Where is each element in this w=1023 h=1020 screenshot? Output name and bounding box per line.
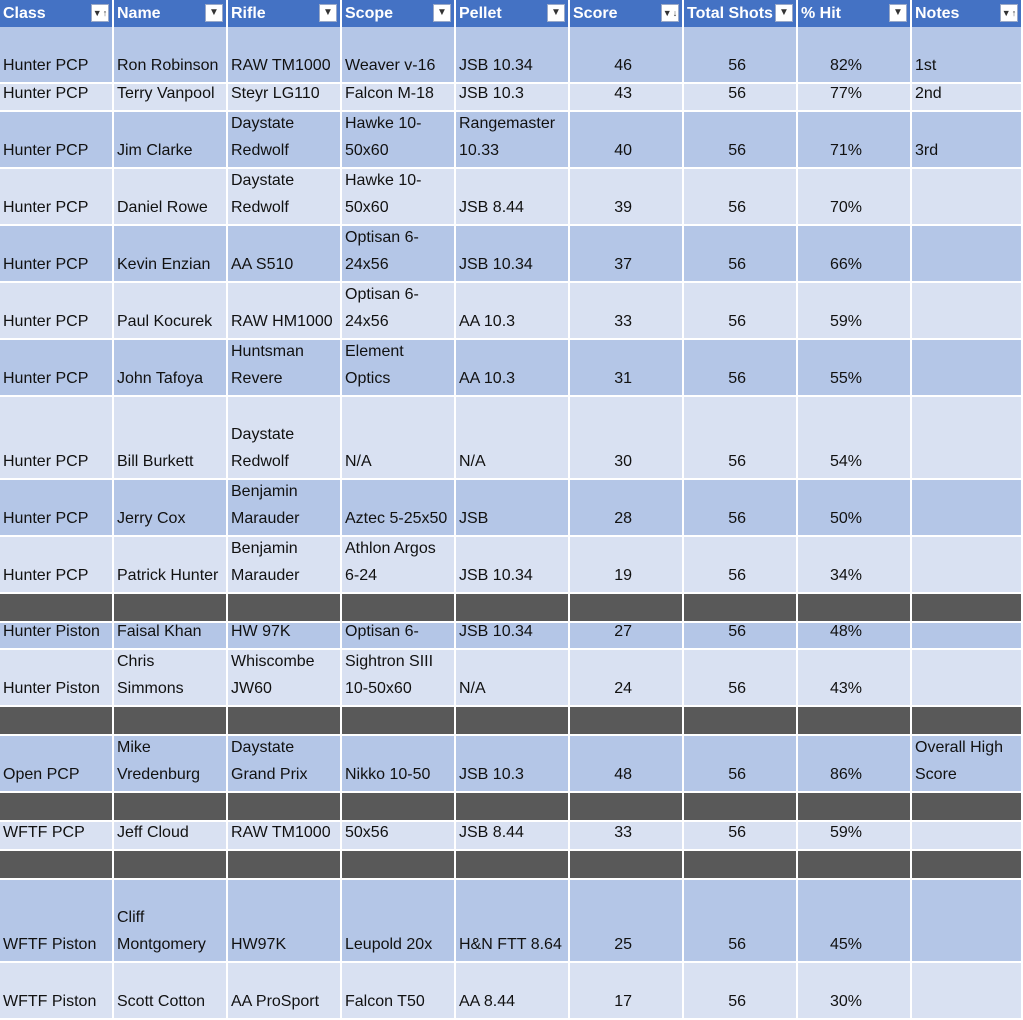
cell-score[interactable]: 17 [570, 963, 684, 1020]
cell-class[interactable]: Open PCP [0, 736, 114, 793]
cell-total-shots[interactable]: 56 [684, 822, 798, 851]
filter-sort-ascending-icon[interactable]: ▼ ↑ [1000, 4, 1018, 22]
cell-name[interactable]: Cliff Montgomery [114, 880, 228, 963]
separator-cell[interactable] [570, 707, 684, 736]
cell-pct-hit[interactable]: 82% [798, 27, 912, 84]
separator-cell[interactable] [456, 707, 570, 736]
cell-pct-hit[interactable]: 43% [798, 650, 912, 707]
cell-name[interactable]: Ron Robinson [114, 27, 228, 84]
cell-rifle[interactable]: Steyr LG110 [228, 84, 342, 112]
cell-score[interactable]: 37 [570, 226, 684, 283]
cell-notes[interactable] [912, 963, 1023, 1020]
cell-total-shots[interactable]: 56 [684, 169, 798, 226]
separator-cell[interactable] [798, 707, 912, 736]
separator-cell[interactable] [570, 851, 684, 880]
cell-pellet[interactable]: JSB 10.3 [456, 736, 570, 793]
cell-class[interactable]: Hunter PCP [0, 84, 114, 112]
cell-notes[interactable] [912, 283, 1023, 340]
header-scope[interactable] [342, 0, 456, 27]
cell-score[interactable]: 43 [570, 84, 684, 112]
separator-cell[interactable] [912, 793, 1023, 822]
cell-scope[interactable]: N/A [342, 397, 456, 480]
cell-scope[interactable]: Leupold 20x [342, 880, 456, 963]
separator-cell[interactable] [570, 793, 684, 822]
cell-class[interactable]: Hunter PCP [0, 27, 114, 84]
separator-cell[interactable] [456, 851, 570, 880]
cell-total-shots[interactable]: 56 [684, 226, 798, 283]
cell-pct-hit[interactable]: 50% [798, 480, 912, 537]
cell-score[interactable]: 33 [570, 822, 684, 851]
cell-notes[interactable] [912, 623, 1023, 650]
cell-pct-hit[interactable]: 77% [798, 84, 912, 112]
cell-pellet[interactable]: JSB [456, 480, 570, 537]
header-pct-hit[interactable] [798, 0, 912, 27]
cell-class[interactable]: WFTF Piston [0, 880, 114, 963]
cell-rifle[interactable]: AA ProSport [228, 963, 342, 1020]
cell-pellet[interactable]: AA 10.3 [456, 340, 570, 397]
cell-total-shots[interactable]: 56 [684, 736, 798, 793]
cell-pellet[interactable]: H&N FTT 8.64 [456, 880, 570, 963]
cell-notes[interactable] [912, 480, 1023, 537]
cell-name[interactable]: Daniel Rowe [114, 169, 228, 226]
cell-scope[interactable]: Athlon Argos 6-24 [342, 537, 456, 594]
header-total-shots[interactable] [684, 0, 798, 27]
cell-score[interactable]: 48 [570, 736, 684, 793]
cell-rifle[interactable]: Daystate Grand Prix [228, 736, 342, 793]
cell-rifle[interactable]: RAW HM1000 [228, 283, 342, 340]
cell-notes[interactable] [912, 397, 1023, 480]
cell-notes[interactable]: 1st [912, 27, 1023, 84]
cell-notes[interactable] [912, 880, 1023, 963]
separator-cell[interactable] [342, 594, 456, 623]
cell-class[interactable]: Hunter PCP [0, 169, 114, 226]
cell-scope[interactable]: Falcon T50 [342, 963, 456, 1020]
cell-name[interactable]: Faisal Khan [114, 623, 228, 650]
cell-name[interactable]: Scott Cotton [114, 963, 228, 1020]
separator-cell[interactable] [0, 851, 114, 880]
filter-dropdown-icon[interactable]: ▼ [547, 4, 565, 22]
cell-class[interactable]: Hunter PCP [0, 112, 114, 169]
cell-notes[interactable] [912, 537, 1023, 594]
cell-notes[interactable] [912, 226, 1023, 283]
cell-total-shots[interactable]: 56 [684, 112, 798, 169]
separator-cell[interactable] [0, 707, 114, 736]
cell-class[interactable]: WFTF Piston [0, 963, 114, 1020]
cell-pct-hit[interactable]: 45% [798, 880, 912, 963]
separator-cell[interactable] [798, 594, 912, 623]
cell-pellet[interactable]: JSB 10.34 [456, 27, 570, 84]
cell-total-shots[interactable]: 56 [684, 537, 798, 594]
cell-class[interactable]: Hunter PCP [0, 283, 114, 340]
cell-rifle[interactable]: Whiscombe JW60 [228, 650, 342, 707]
separator-cell[interactable] [684, 851, 798, 880]
cell-notes[interactable]: 2nd [912, 84, 1023, 112]
cell-rifle[interactable]: Daystate Redwolf [228, 112, 342, 169]
separator-cell[interactable] [912, 594, 1023, 623]
header-label: Name [117, 4, 161, 22]
cell-scope[interactable]: Aztec 5-25x50 [342, 480, 456, 537]
separator-cell[interactable] [798, 851, 912, 880]
cell-total-shots[interactable]: 56 [684, 397, 798, 480]
separator-cell[interactable] [342, 707, 456, 736]
cell-notes[interactable] [912, 169, 1023, 226]
cell-pct-hit[interactable]: 86% [798, 736, 912, 793]
filter-dropdown-icon[interactable]: ▼ [775, 4, 793, 22]
cell-score[interactable]: 19 [570, 537, 684, 594]
header-score[interactable] [570, 0, 684, 27]
header-label: Score [573, 4, 618, 22]
cell-rifle[interactable]: RAW TM1000 [228, 27, 342, 84]
cell-score[interactable]: 28 [570, 480, 684, 537]
cell-class[interactable]: Hunter PCP [0, 340, 114, 397]
cell-name[interactable]: Jim Clarke [114, 112, 228, 169]
cell-total-shots[interactable]: 56 [684, 963, 798, 1020]
filter-dropdown-icon[interactable]: ▼ [433, 4, 451, 22]
cell-class[interactable]: Hunter PCP [0, 397, 114, 480]
filter-dropdown-icon[interactable]: ▼ [889, 4, 907, 22]
filter-sort-ascending-icon[interactable]: ▼ ↑ [91, 4, 109, 22]
separator-cell[interactable] [684, 707, 798, 736]
cell-class[interactable]: WFTF PCP [0, 822, 114, 851]
cell-scope[interactable]: Hawke 10-50x60 [342, 169, 456, 226]
separator-cell[interactable] [0, 594, 114, 623]
header-pellet[interactable] [456, 0, 570, 27]
cell-rifle[interactable]: HW97K [228, 880, 342, 963]
cell-name[interactable]: Mike Vredenburg [114, 736, 228, 793]
separator-cell[interactable] [456, 594, 570, 623]
cell-total-shots[interactable]: 56 [684, 650, 798, 707]
cell-notes[interactable] [912, 650, 1023, 707]
cell-notes[interactable]: 3rd [912, 112, 1023, 169]
cell-pellet[interactable]: JSB 10.34 [456, 623, 570, 650]
cell-scope[interactable]: Optisan 6- [342, 623, 456, 650]
separator-cell[interactable] [684, 793, 798, 822]
header-rifle[interactable] [228, 0, 342, 27]
cell-pct-hit[interactable]: 30% [798, 963, 912, 1020]
separator-cell[interactable] [912, 707, 1023, 736]
separator-cell[interactable] [342, 793, 456, 822]
header-label: Scope [345, 4, 394, 22]
cell-scope[interactable]: 50x56 [342, 822, 456, 851]
cell-scope[interactable]: Optisan 6-24x56 [342, 226, 456, 283]
cell-total-shots[interactable]: 56 [684, 84, 798, 112]
separator-cell[interactable] [228, 851, 342, 880]
cell-scope[interactable]: Sightron SIII 10-50x60 [342, 650, 456, 707]
header-label: Total Shots [687, 4, 773, 22]
cell-notes[interactable]: Overall High Score [912, 736, 1023, 793]
cell-scope[interactable]: Element Optics [342, 340, 456, 397]
cell-score[interactable]: 40 [570, 112, 684, 169]
cell-scope[interactable]: Nikko 10-50 [342, 736, 456, 793]
cell-score[interactable]: 46 [570, 27, 684, 84]
header-label: % Hit [801, 4, 841, 22]
cell-pellet[interactable]: JSB 8.44 [456, 169, 570, 226]
cell-class[interactable]: Hunter Piston [0, 623, 114, 650]
cell-total-shots[interactable]: 56 [684, 340, 798, 397]
cell-name[interactable]: Patrick Hunter [114, 537, 228, 594]
cell-pellet[interactable]: JSB 8.44 [456, 822, 570, 851]
cell-rifle[interactable]: Daystate Redwolf [228, 169, 342, 226]
separator-cell[interactable] [228, 594, 342, 623]
cell-rifle[interactable]: Benjamin Marauder [228, 480, 342, 537]
cell-scope[interactable]: Falcon M-18 [342, 84, 456, 112]
filter-sort-descending-icon[interactable]: ▼ ↓ [661, 4, 679, 22]
separator-cell[interactable] [114, 793, 228, 822]
cell-pellet[interactable]: AA 10.3 [456, 283, 570, 340]
cell-pct-hit[interactable]: 59% [798, 822, 912, 851]
separator-cell[interactable] [456, 793, 570, 822]
cell-pct-hit[interactable]: 48% [798, 623, 912, 650]
cell-rifle[interactable]: Benjamin Marauder [228, 537, 342, 594]
cell-scope[interactable]: Weaver v-16 [342, 27, 456, 84]
separator-cell[interactable] [912, 851, 1023, 880]
cell-notes[interactable] [912, 340, 1023, 397]
cell-pellet[interactable]: JSB 10.34 [456, 226, 570, 283]
cell-pellet[interactable]: N/A [456, 397, 570, 480]
cell-pct-hit[interactable]: 55% [798, 340, 912, 397]
cell-scope[interactable]: Optisan 6-24x56 [342, 283, 456, 340]
cell-rifle[interactable]: RAW TM1000 [228, 822, 342, 851]
cell-total-shots[interactable]: 56 [684, 283, 798, 340]
header-label: Rifle [231, 4, 266, 22]
cell-rifle[interactable]: HW 97K [228, 623, 342, 650]
header-name[interactable] [114, 0, 228, 27]
separator-cell[interactable] [684, 594, 798, 623]
cell-score[interactable]: 27 [570, 623, 684, 650]
cell-pellet[interactable]: N/A [456, 650, 570, 707]
cell-total-shots[interactable]: 56 [684, 623, 798, 650]
cell-score[interactable]: 39 [570, 169, 684, 226]
cell-pct-hit[interactable]: 59% [798, 283, 912, 340]
cell-pct-hit[interactable]: 66% [798, 226, 912, 283]
filter-dropdown-icon[interactable]: ▼ [205, 4, 223, 22]
cell-rifle[interactable]: Huntsman Revere [228, 340, 342, 397]
cell-class[interactable]: Hunter PCP [0, 480, 114, 537]
cell-class[interactable]: Hunter PCP [0, 537, 114, 594]
separator-cell[interactable] [114, 851, 228, 880]
separator-cell[interactable] [114, 594, 228, 623]
separator-cell[interactable] [228, 793, 342, 822]
cell-class[interactable]: Hunter Piston [0, 650, 114, 707]
cell-name[interactable]: Jerry Cox [114, 480, 228, 537]
cell-pct-hit[interactable]: 34% [798, 537, 912, 594]
cell-total-shots[interactable]: 56 [684, 880, 798, 963]
cell-score[interactable]: 31 [570, 340, 684, 397]
cell-pellet[interactable]: JSB 10.3 [456, 84, 570, 112]
separator-cell[interactable] [798, 793, 912, 822]
separator-cell[interactable] [0, 793, 114, 822]
cell-notes[interactable] [912, 822, 1023, 851]
separator-cell[interactable] [342, 851, 456, 880]
cell-pct-hit[interactable]: 54% [798, 397, 912, 480]
header-notes[interactable] [912, 0, 1023, 27]
cell-name[interactable]: Terry Vanpool [114, 84, 228, 112]
cell-score[interactable]: 24 [570, 650, 684, 707]
cell-name[interactable]: Chris Simmons [114, 650, 228, 707]
cell-name[interactable]: John Tafoya [114, 340, 228, 397]
cell-name[interactable]: Paul Kocurek [114, 283, 228, 340]
cell-total-shots[interactable]: 56 [684, 480, 798, 537]
cell-score[interactable]: 30 [570, 397, 684, 480]
header-class[interactable] [0, 0, 114, 27]
cell-pct-hit[interactable]: 71% [798, 112, 912, 169]
cell-pellet[interactable]: Rangemaster 10.33 [456, 112, 570, 169]
cell-name[interactable]: Kevin Enzian [114, 226, 228, 283]
header-label: Class [3, 4, 46, 22]
cell-pellet[interactable]: JSB 10.34 [456, 537, 570, 594]
separator-cell[interactable] [570, 594, 684, 623]
separator-cell[interactable] [114, 707, 228, 736]
cell-score[interactable]: 33 [570, 283, 684, 340]
cell-class[interactable]: Hunter PCP [0, 226, 114, 283]
cell-name[interactable]: Bill Burkett [114, 397, 228, 480]
header-label: Pellet [459, 4, 502, 22]
header-label: Notes [915, 4, 960, 22]
cell-pellet[interactable]: AA 8.44 [456, 963, 570, 1020]
separator-cell[interactable] [228, 707, 342, 736]
cell-rifle[interactable]: Daystate Redwolf [228, 397, 342, 480]
cell-score[interactable]: 25 [570, 880, 684, 963]
filter-dropdown-icon[interactable]: ▼ [319, 4, 337, 22]
cell-scope[interactable]: Hawke 10-50x60 [342, 112, 456, 169]
cell-total-shots[interactable]: 56 [684, 27, 798, 84]
cell-name[interactable]: Jeff Cloud [114, 822, 228, 851]
cell-rifle[interactable]: AA S510 [228, 226, 342, 283]
cell-pct-hit[interactable]: 70% [798, 169, 912, 226]
